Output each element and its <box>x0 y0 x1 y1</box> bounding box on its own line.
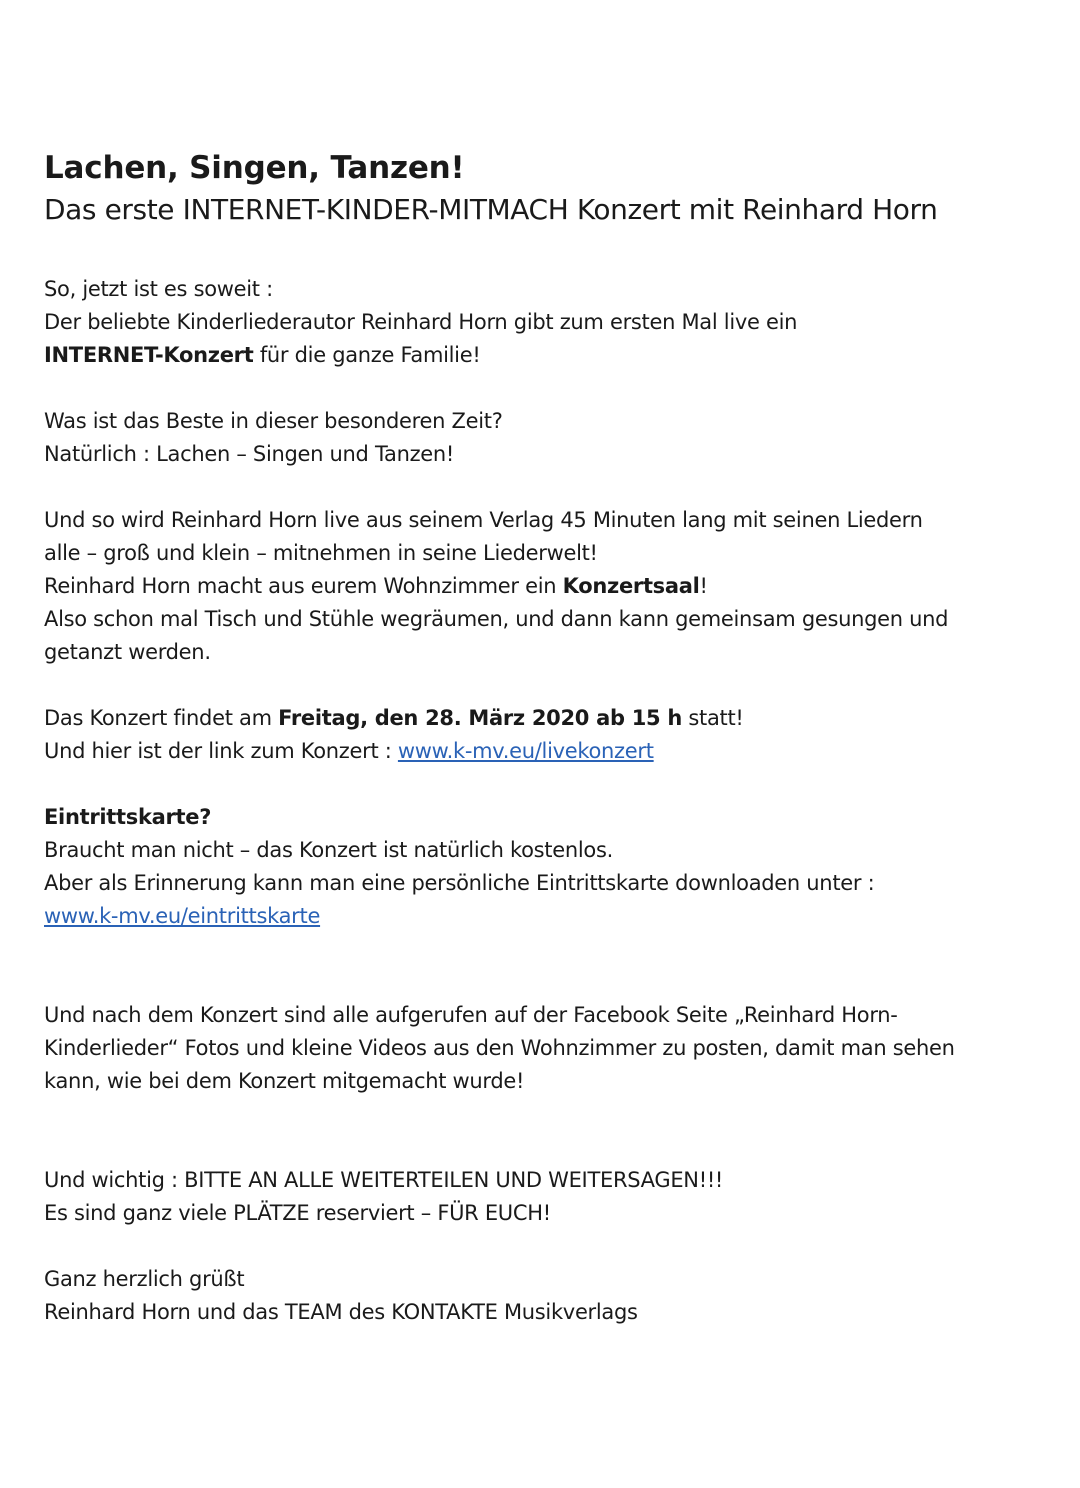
concert-line-pre: Reinhard Horn macht aus eurem Wohnzimmer ein <box>44 574 563 598</box>
ticket-line: Braucht man nicht – das Konzert ist natürlich kostenlos. <box>44 838 613 862</box>
eintrittskarte-link[interactable]: www.k-mv.eu/eintrittskarte <box>44 904 321 928</box>
best-line: Was ist das Beste in dieser besonderen Zeit? <box>44 409 503 433</box>
best-line: Natürlich : Lachen – Singen und Tanzen! <box>44 442 455 466</box>
livekonzert-line <box>44 735 1054 768</box>
ticket-line: Aber als Erinnerung kann man eine persönliche Eintrittskarte downloaden unter : <box>44 871 875 895</box>
intro-line: So, jetzt ist es soweit : <box>44 277 273 301</box>
concert-line: Also schon mal Tisch und Stühle wegräumen, und dann kann gemeinsam gesungen und <box>44 607 949 631</box>
concert-line <box>44 570 1054 603</box>
concert-line-post: ! <box>699 574 708 598</box>
date-line <box>44 702 1054 735</box>
closing-signature: Reinhard Horn und das TEAM des KONTAKTE Musikverlags <box>44 1300 638 1324</box>
date-paragraph <box>44 702 1054 768</box>
internet-konzert-bold: INTERNET-Konzert <box>44 343 254 367</box>
closing-line: Ganz herzlich grüßt <box>44 1267 245 1291</box>
intro-line-rest: für die ganze Familie! <box>253 343 481 367</box>
ticket-link-line <box>44 900 1054 933</box>
ticket-paragraph <box>44 801 1054 933</box>
document-body <box>44 146 1054 1362</box>
closing-paragraph <box>44 1263 1054 1329</box>
concert-date-bold: Freitag, den 28. März 2020 ab 15 h <box>278 706 683 730</box>
concert-paragraph <box>44 504 1054 669</box>
facebook-line: Kinderlieder“ Fotos und kleine Videos aus den Wohnzimmer zu posten, damit man sehen <box>44 1036 955 1060</box>
livekonzert-link[interactable]: www.k-mv.eu/livekonzert <box>397 739 654 763</box>
livekonzert-line-pre: Und hier ist der link zum Konzert : <box>44 739 398 763</box>
intro-line <box>44 339 1054 372</box>
best-paragraph <box>44 405 1054 471</box>
share-line: Und wichtig : BITTE AN ALLE WEITERTEILEN UND WEITERSAGEN!!! <box>44 1168 724 1192</box>
document-title: Lachen, Singen, Tanzen! <box>44 150 465 186</box>
document-subtitle: Das erste INTERNET-KINDER-MITMACH Konzert mit Reinhard Horn <box>44 193 938 226</box>
facebook-line: Und nach dem Konzert sind alle aufgerufen auf der Facebook Seite „Reinhard Horn- <box>44 1003 898 1027</box>
share-paragraph <box>44 1164 1054 1230</box>
concert-line: getanzt werden. <box>44 640 211 664</box>
ticket-heading <box>44 801 1054 834</box>
ticket-heading-bold: Eintrittskarte? <box>44 805 212 829</box>
facebook-line: kann, wie bei dem Konzert mitgemacht wurde! <box>44 1069 525 1093</box>
concert-line: Und so wird Reinhard Horn live aus seinem Verlag 45 Minuten lang mit seinen Liedern <box>44 508 923 532</box>
concert-line: alle – groß und klein – mitnehmen in seine Liederwelt! <box>44 541 598 565</box>
date-line-post: statt! <box>682 706 744 730</box>
konzertsaal-bold: Konzertsaal <box>562 574 700 598</box>
intro-paragraph <box>44 273 1054 372</box>
facebook-paragraph <box>44 999 1054 1098</box>
date-line-pre: Das Konzert findet am <box>44 706 279 730</box>
intro-line: Der beliebte Kinderliederautor Reinhard Horn gibt zum ersten Mal live ein <box>44 310 798 334</box>
share-line: Es sind ganz viele PLÄTZE reserviert – FÜR EUCH! <box>44 1201 551 1225</box>
